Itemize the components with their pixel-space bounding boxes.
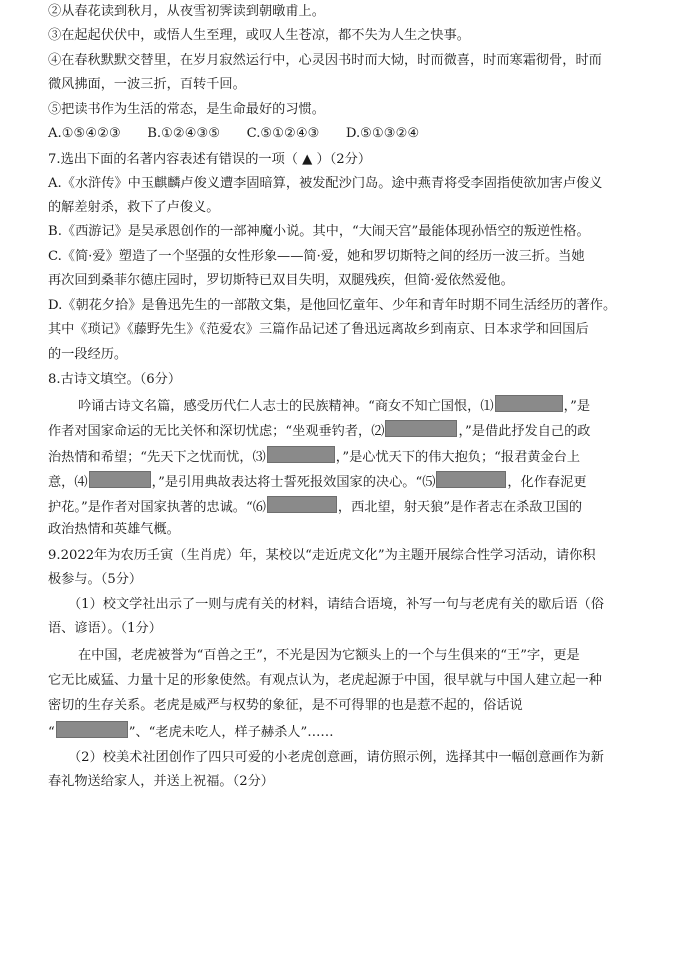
- q8-line1: 吟诵古诗文名篇，感受历代仁人志士的民族精神。“商女不知亡国恨，⑴ ，”是: [78, 395, 590, 417]
- q9-sub2-line2: 春礼物送给家人，并送上祝福。（2分）: [48, 774, 274, 789]
- answer-blank-proverb[interactable]: [56, 721, 128, 738]
- q9-sub2-line1: （2）校美术社团创作了四只可爱的小老虎创意画，请仿照示例，选择其中一幅创意画作为新: [68, 750, 604, 765]
- q8-line3: 治热情和希望；“先天下之忧而忧，⑶ ，”是心忧天下的伟大抱负；“报君黄金台上: [48, 446, 580, 468]
- q7-option-c-line2: 再次回到桑菲尔德庄园时，罗切斯特已双目失明，双腿残疾，但简·爱依然爱他。: [48, 273, 514, 288]
- q7-option-d-line2: 其中《琐记》《藤野先生》《范爱农》三篇作品记述了鲁迅远离故乡到南京、日本求学和回国后: [48, 322, 589, 337]
- q6-options: A.①⑤④②③ B.①②④③⑤ C.⑤①②④③ D.⑤①③②④: [48, 126, 420, 141]
- q9-material-line3: 密切的生存关系。老虎是威严与权势的象征，是不可得罪的也是惹不起的，俗话说: [48, 698, 523, 713]
- answer-blank-4[interactable]: [89, 471, 151, 488]
- q7-option-d-line1: D.《朝花夕拾》是鲁迅先生的一部散文集，是他回忆童年、少年和青年时期不同生活经历的著作。: [48, 298, 617, 313]
- answer-blank-3[interactable]: [267, 446, 335, 463]
- q9-stem-line2: 极参与。（5分）: [48, 572, 143, 587]
- list-item-2: ②从春花读到秋月，从夜雪初霁读到朝暾甫上。: [48, 4, 325, 19]
- list-item-5: ⑤把读书作为生活的常态，是生命最好的习惯。: [48, 102, 325, 117]
- list-item-4-line2: 微风拂面，一波三折，百转千回。: [48, 77, 246, 92]
- q9-sub1-line2: 语、谚语）。（1分）: [48, 621, 162, 636]
- q7-option-a-line2: 的解差射杀，救下了卢俊义。: [48, 200, 220, 215]
- q7-stem: 7.选出下面的名著内容表述有错误的一项（ ▲ ）（2分）: [48, 152, 372, 167]
- q7-option-d-line3: 的一段经历。: [48, 347, 128, 362]
- answer-blank-2[interactable]: [385, 420, 457, 437]
- list-item-4-line1: ④在春秋默默交替里，在岁月寂然运行中，心灵因书时而大恸，时而微喜，时而寒霜彻骨，时而: [48, 53, 602, 68]
- q8-stem: 8.古诗文填空。（6分）: [48, 372, 182, 387]
- q8-line2: 作者对国家命运的无比关怀和深切忧虑；“坐观垂钓者，⑵ ，”是借此抒发自己的政: [48, 420, 590, 442]
- answer-blank-5[interactable]: [436, 471, 506, 488]
- q7-option-c-line1: C.《简·爱》塑造了一个坚强的女性形象——简·爱，她和罗切斯特之间的经历一波三折。当她: [48, 249, 585, 264]
- q7-option-a-line1: A.《水浒传》中玉麒麟卢俊义遭李固暗算，被发配沙门岛。途中燕青将受李固指使欲加害卢俊义: [48, 176, 603, 191]
- answer-blank-1[interactable]: [495, 395, 563, 412]
- q8-line5: 护花。”是作者对国家执著的忠诚。“⑹ ，西北望，射天狼”是作者志在杀敌卫国的: [48, 496, 582, 518]
- q8-line6: 政治热情和英雄气概。: [48, 522, 180, 537]
- q9-material-line2: 它无比威猛、力量十足的形象使然。有观点认为，老虎起源于中国，很早就与中国人建立起一种: [48, 673, 602, 688]
- q9-sub1-line1: （1）校文学社出示了一则与虎有关的材料，请结合语境，补写一句与老虎有关的歇后语（俗: [68, 597, 604, 612]
- answer-blank-6[interactable]: [267, 496, 337, 513]
- q9-stem-line1: 9.2022年为农历壬寅（生肖虎）年，某校以“走近虎文化”为主题开展综合性学习活动，请你积: [48, 548, 596, 563]
- q7-option-b: B.《西游记》是吴承恩创作的一部神魔小说。其中，“大闹天宫”最能体现孙悟空的叛逆性格。: [48, 224, 590, 239]
- q9-material-line4: “ ”、“老虎未吃人，样子赫杀人”……: [48, 721, 334, 743]
- q8-line4: 意，⑷ ，”是引用典故表达将士誓死报效国家的决心。“⑸ ，化作春泥更: [48, 471, 587, 493]
- list-item-3: ③在起起伏伏中，或悟人生至理，或叹人生苍凉，都不失为人生之快事。: [48, 28, 470, 43]
- q9-material-line1: 在中国，老虎被誉为“百兽之王”，不光是因为它额头上的一个与生俱来的“王”字，更是: [78, 648, 580, 663]
